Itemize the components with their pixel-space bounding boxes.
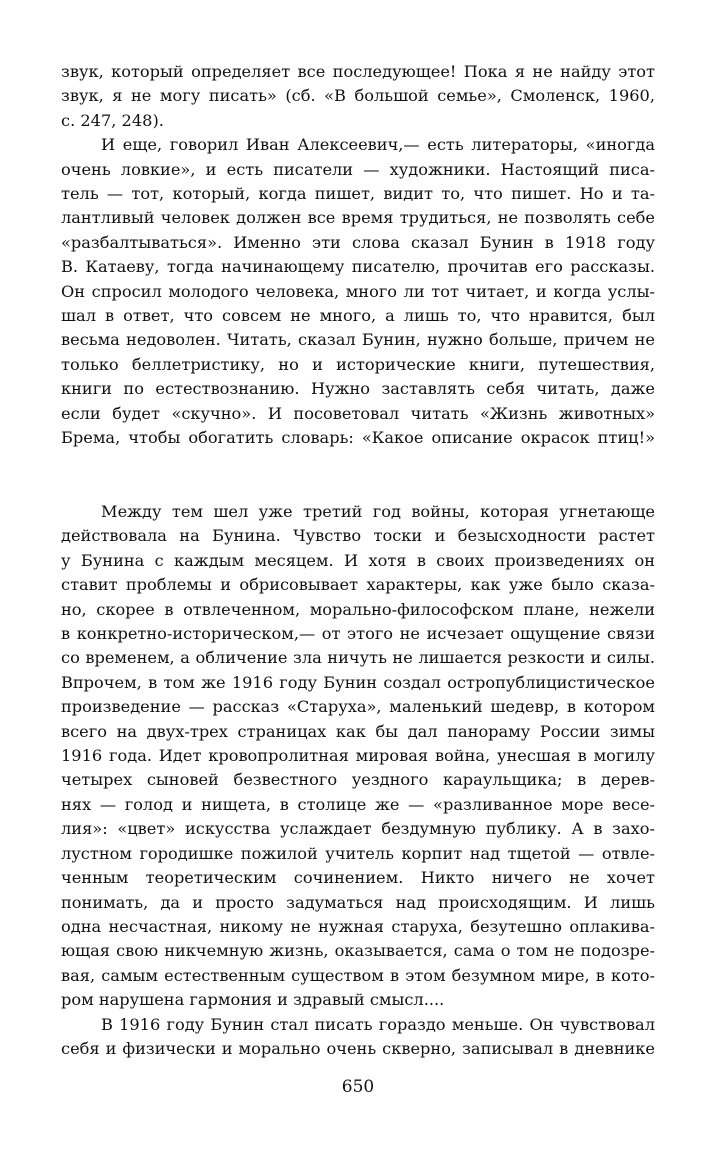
text-line: с. 247, 248). (61, 110, 164, 130)
text-line: шал в ответ, что совсем не много, а лишь то, что нравится, был (61, 306, 655, 326)
text-line: И еще, говорил Иван Алексеевич,— есть литераторы, «иногда (101, 135, 655, 155)
text-block-top (61, 60, 655, 451)
text-line: если будет «скучно». И посоветовал читать «Жизнь животных» (61, 403, 655, 423)
text-line: понимать, да и просто задуматься над происходящим. И лишь (61, 892, 655, 912)
text-line: со временем, а обличение зла ничуть не лишается резкости и силы. (61, 648, 655, 668)
text-line: в конкретно-историческом,— от этого не исчезает ощущение связи (61, 624, 655, 644)
text-line: «разбалтываться». Именно эти слова сказал Бунин в 1918 году (61, 232, 655, 252)
text-line: Брема, чтобы обогатить словарь: «Какое описание окрасок птиц!» (61, 428, 655, 448)
text-line: Он спросил молодого человека, много ли тот читает, и когда услы- (61, 281, 655, 301)
text-line: у Бунина с каждым месяцем. И хотя в своих произведениях он (61, 550, 655, 570)
text-line: ставит проблемы и обрисовывает характеры, как уже было сказа- (61, 575, 655, 595)
text-line: В. Катаеву, тогда начинающему писателю, прочитав его рассказы. (61, 257, 655, 277)
text-line: только беллетристику, но и исторические книги, путешествия, (61, 354, 655, 374)
text-line: звук, который определяет все последующее! Пока я не найду этот (61, 62, 655, 81)
text-line: ченным теоретическим сочинением. Никто ничего не хочет (61, 868, 655, 888)
text-line: весьма недоволен. Читать, сказал Бунин, нужно больше, причем не (61, 330, 655, 350)
text-line: ющая свою никчемную жизнь, оказывается, сама о том не подозре- (61, 941, 655, 961)
text-block-bottom (61, 500, 655, 1061)
text-line: звук, я не могу писать» (сб. «В большой семье», Смоленск, 1960, (61, 86, 655, 106)
text-line: одна несчастная, никому не нужная старуха, безутешно оплакива- (61, 916, 655, 936)
text-line: нях — голод и нищета, в столице же — «разливанное море весе- (61, 794, 655, 814)
text-line: вая, самым естественным существом в этом безумном мире, в кото- (61, 965, 655, 985)
text-line: действовала на Бунина. Чувство тоски и безысходности растет (61, 526, 655, 546)
text-line: четырех сыновей безвестного уездного караульщика; в дерев- (61, 770, 655, 790)
text-line: Между тем шел уже третий год войны, которая угнетающе (101, 502, 655, 521)
page-number: 650 (341, 1077, 375, 1097)
text-line: произведение — рассказ «Старуха», маленький шедевр, в котором (61, 697, 655, 717)
text-line: лия»: «цвет» искусства услаждает бездумную публику. А в захо- (61, 819, 655, 839)
text-line: но, скорее в отвлеченном, морально-философском плане, нежели (61, 599, 655, 619)
text-line: лустном городишке пожилой учитель корпит над тщетой — отвле- (61, 843, 655, 863)
text-line: очень ловкие», и есть писатели — художники. Настоящий писа- (61, 159, 655, 179)
text-line: Впрочем, в том же 1916 году Бунин создал остропублицистическое (61, 672, 655, 692)
text-line: тель — тот, который, когда пишет, видит то, что пишет. Но и та- (61, 184, 655, 204)
text-line: 1916 года. Идет кровопролитная мировая война, унесшая в могилу (61, 746, 655, 766)
text-line: В 1916 году Бунин стал писать гораздо меньше. Он чувствовал (101, 1014, 655, 1034)
text-line: себя и физически и морально очень скверно, записывал в дневнике (61, 1038, 655, 1058)
text-line: всего на двух-трех страницах как бы дал панораму России зимы (61, 721, 655, 741)
text-line: книги по естествознанию. Нужно заставлять себя читать, даже (61, 379, 655, 399)
text-line: ром нарушена гармония и здравый смысл.... (61, 990, 445, 1010)
text-line: лантливый человек должен все время трудиться, не позволять себе (61, 208, 655, 228)
